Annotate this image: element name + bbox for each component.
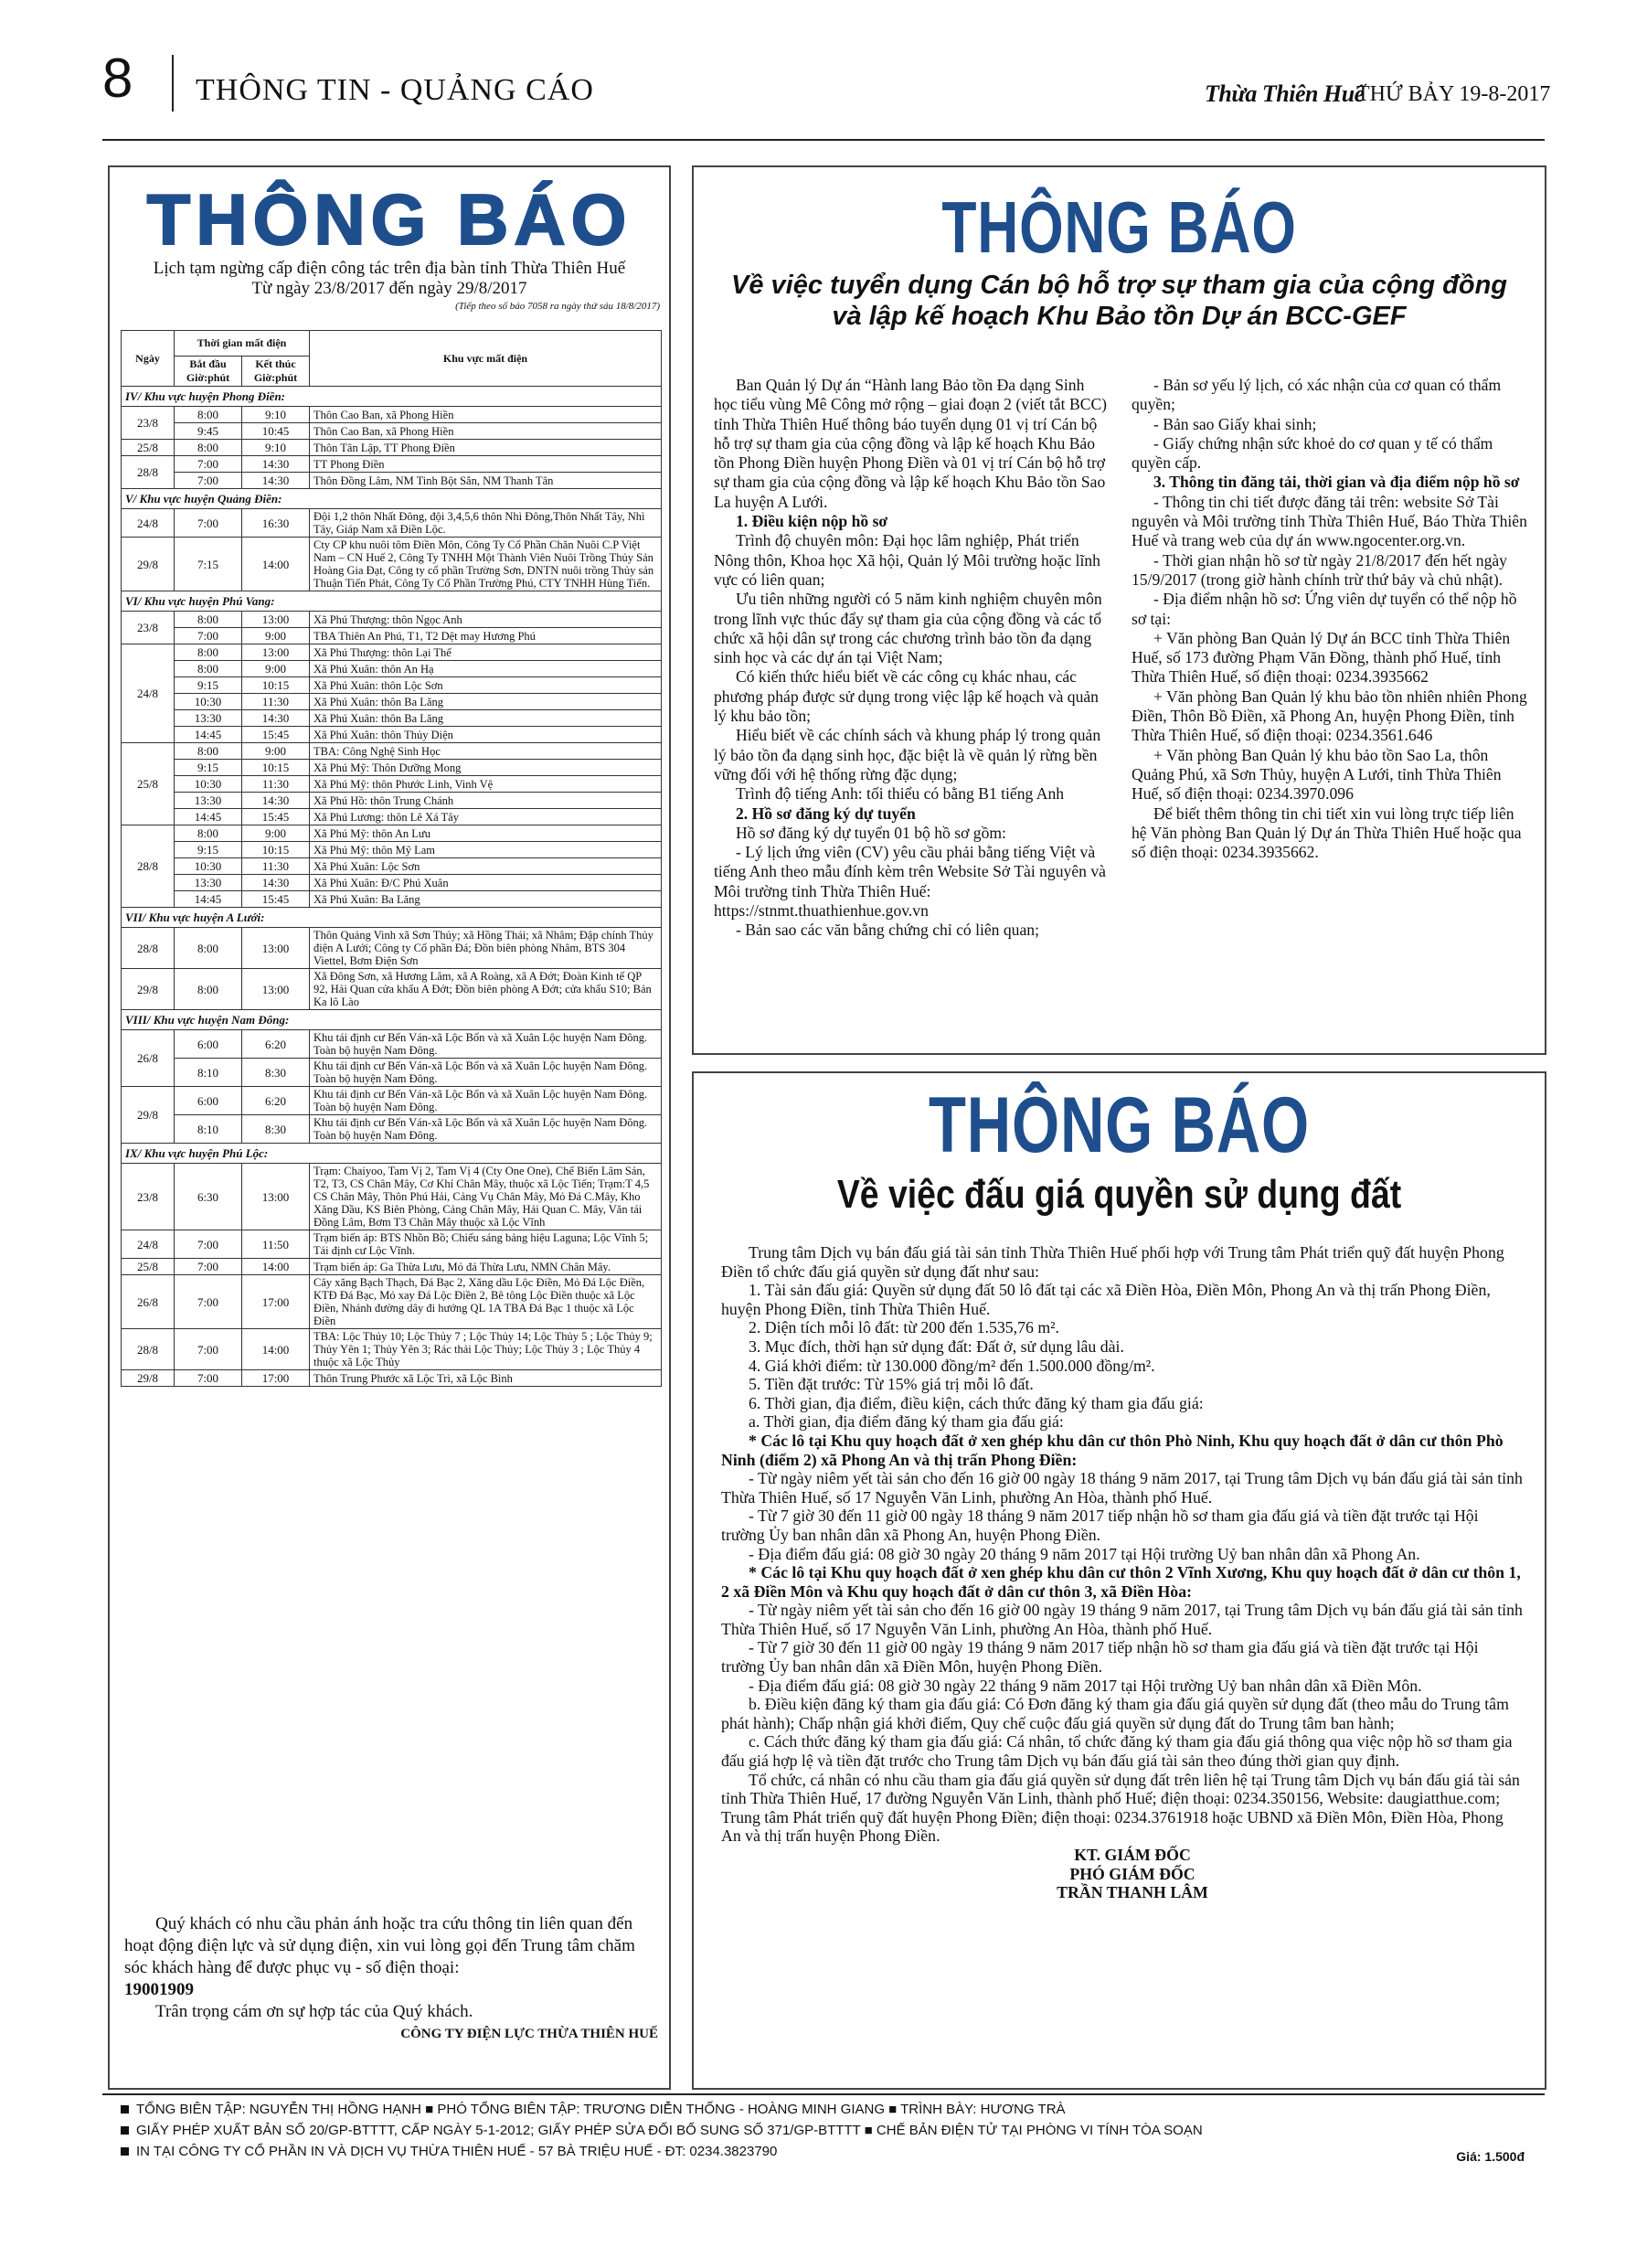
table-row xyxy=(122,891,662,908)
paragraph: Hiểu biết về các chính sách và khung pháp lý trong quản lý bảo tồn đa dạng sinh học, đặc biệt là về quản lý rừng bền vững đối với hệ thống rừng đặc dụng; xyxy=(714,726,1101,783)
newspaper-name: Thừa Thiên Huế xyxy=(1205,80,1365,107)
area-cell: Thôn Tân Lập, TT Phong Điền xyxy=(310,440,662,456)
paragraph: Ưu tiên những người có 5 năm kinh nghiệm chuyên môn trong lĩnh vực thúc đẩy sự tham gia của cộng đồng và các tổ chức xã hội dân sự trong các chương trình bảo tồn đa dạng sinh học và các dự án tại Việt Nam; xyxy=(714,590,1102,667)
table-row xyxy=(122,743,662,760)
hotline: 19001909 xyxy=(124,1980,194,1999)
paragraph: 4. Giá khởi điểm: từ 130.000 đồng/m² đến 1.500.000 đồng/m². xyxy=(749,1356,1155,1375)
notice-heading: Về việc đấu giá quyền sử dụng đất xyxy=(836,1172,1402,1217)
area-cell: Xã Phú Thượng: thôn Ngọc Anh xyxy=(310,612,662,628)
right-column xyxy=(1132,376,1527,941)
table-row xyxy=(122,612,662,628)
end-time-cell: 15:45 xyxy=(242,727,310,743)
start-time-cell: 8:00 xyxy=(175,661,242,677)
day-cell: 28/8 xyxy=(122,928,175,969)
end-time-cell: 9:00 xyxy=(242,628,310,644)
day-cell: 29/8 xyxy=(122,1370,175,1387)
area-cell: TBA: Công Nghệ Sinh Học xyxy=(310,743,662,760)
start-time-cell: 10:30 xyxy=(175,776,242,793)
start-time-cell: 8:00 xyxy=(175,825,242,842)
table-row xyxy=(122,858,662,875)
table-row xyxy=(122,1259,662,1275)
signature-sign2: PHÓ GIÁM ĐỐC xyxy=(1069,1864,1195,1883)
start-time-cell: 6:30 xyxy=(175,1164,242,1230)
paragraph: Trung tâm Dịch vụ bán đấu giá tài sản tỉnh Thừa Thiên Huế phối hợp với Trung tâm Phát triển quỹ đất huyện Phong Điền tổ chức đấu giá quyền sử dụng đất như sau: xyxy=(721,1243,1504,1281)
paragraph: - Địa điểm nhận hồ sơ: Ứng viên dự tuyển có thể nộp hồ sơ tại: xyxy=(1132,590,1517,628)
table-row xyxy=(122,842,662,858)
start-time-cell: 14:45 xyxy=(175,809,242,825)
issue-date: THỨ BẢY 19-8-2017 xyxy=(1356,82,1551,106)
signature-sign3: TRẦN THANH LÂM xyxy=(1057,1883,1208,1902)
table-row xyxy=(122,694,662,710)
area-cell: Xã Phú Lương: thôn Lê Xá Tây xyxy=(310,809,662,825)
notice-date-range: Từ ngày 23/8/2017 đến ngày 29/8/2017 xyxy=(251,279,527,298)
section-heading: 3. Thông tin đăng tải, thời gian và địa điểm nộp hồ sơ xyxy=(1153,473,1520,492)
end-time-cell: 10:15 xyxy=(242,760,310,776)
footer-line-1: TỔNG BIÊN TẬP: NGUYỄN THỊ HỒNG HẠNH ■ PHÓ TỔNG BIÊN TẬP: TRƯƠNG DIỄN THỐNG - HOÀNG MINH GIANG ■ TRÌNH BÀY: HƯƠNG TRÀ xyxy=(102,2099,1545,2120)
area-cell: Xã Phú Xuân: thôn An Hạ xyxy=(310,661,662,677)
end-time-cell: 11:30 xyxy=(242,694,310,710)
area-cell: Xã Phú Xuân: thôn Ba Lăng xyxy=(310,694,662,710)
end-time-cell: 10:45 xyxy=(242,423,310,440)
paragraph: Để biết thêm thông tin chi tiết xin vui lòng trực tiếp liên hệ Văn phòng Ban Quản lý Dự án Thừa Thiên Huế hoặc qua số điện thoại: 0234.3935662. xyxy=(1132,804,1522,862)
start-time-cell: 8:00 xyxy=(175,644,242,661)
table-row xyxy=(122,1030,662,1059)
start-time-cell: 13:30 xyxy=(175,875,242,891)
region-header: IX/ Khu vực huyện Phú Lộc: xyxy=(122,1144,662,1164)
area-cell: Xã Phú Xuân: thôn Ba Lăng xyxy=(310,710,662,727)
area-cell: Khu tái định cư Bến Ván-xã Lộc Bổn và xã Xuân Lộc huyện Nam Đông. Toàn bộ huyện Nam Đông. xyxy=(310,1030,662,1059)
paragraph: + Văn phòng Ban Quản lý khu bảo tồn Sao La, thôn Quảng Phú, xã Sơn Thủy, huyện A Lưới, tỉnh Thừa Thiên Huế, số điện thoại: 0234.3970.096 xyxy=(1132,745,1502,804)
start-time-cell: 8:00 xyxy=(175,743,242,760)
area-cell: TT Phong Điền xyxy=(310,456,662,473)
area-cell: Trạm: Chaiyoo, Tam Vị 2, Tam Vị 4 (Cty One One), Chế Biến Lâm Sản, T2, T3, CS Chân Mây, Cơ Khí Chân Mây, thuộc xã Lộc Tiến; Trạm:T 4,5 CS Chân Mây, Thôn Phú Hải, Cảng Vụ Chân Mây, Mỏ Đá C.Mây, Kho Xăng Dầu, KS Biên Phòng, Cảng Chân Mây, Hải Quan C. Mây, Văn tái Đồng Lâm, Bơm T3 Chân Mây thuộc xã Lộc Vĩnh xyxy=(310,1164,662,1230)
day-cell: 28/8 xyxy=(122,825,175,908)
start-time-cell: 7:15 xyxy=(175,538,242,591)
area-cell: Xã Phú Mỹ: thôn Phước Linh, Vinh Vệ xyxy=(310,776,662,793)
table-row xyxy=(122,661,662,677)
end-time-cell: 17:00 xyxy=(242,1370,310,1387)
area-cell: Khu tái định cư Bến Ván-xã Lộc Bổn và xã Xuân Lộc huyện Nam Đông. Toàn bộ huyện Nam Đông. xyxy=(310,1115,662,1144)
end-time-cell: 9:00 xyxy=(242,743,310,760)
end-time-cell: 14:30 xyxy=(242,875,310,891)
section-heading: 1. Điều kiện nộp hồ sơ xyxy=(736,512,888,531)
footer-line-2: GIẤY PHÉP XUẤT BẢN SỐ 20/GP-BTTTT, CẤP NGÀY 5-1-2012; GIẤY PHÉP SỬA ĐỔI BỔ SUNG SỐ 371/GP-BTTTT ■ CHẾ BẢN ĐIỆN TỬ TẠI PHÒNG VI TÍNH TÒA SOẠN xyxy=(102,2120,1545,2141)
table-row xyxy=(122,440,662,456)
start-time-cell: 9:15 xyxy=(175,760,242,776)
start-time-cell: 9:15 xyxy=(175,842,242,858)
start-time-cell: 7:00 xyxy=(175,1275,242,1329)
section-heading: * Các lô tại Khu quy hoạch đất ở xen ghép khu dân cư thôn Phò Ninh, Khu quy hoạch đất ở dân cư thôn Phò Ninh (điểm 2) xã Phong An và thị trấn Phong Điền: xyxy=(721,1431,1504,1469)
end-time-cell: 9:00 xyxy=(242,661,310,677)
area-cell: Trạm biến áp: Ga Thừa Lưu, Mỏ đá Thừa Lưu, NMN Chân Mây. xyxy=(310,1259,662,1275)
footer-rule xyxy=(102,2093,1545,2095)
start-time-cell: 7:00 xyxy=(175,473,242,489)
land-auction-notice xyxy=(692,1071,1546,2090)
outage-table xyxy=(121,330,662,1387)
start-time-cell: 8:00 xyxy=(175,969,242,1010)
area-cell: Thôn Cao Ban, xã Phong Hiền xyxy=(310,407,662,423)
closing-text xyxy=(124,1913,658,2045)
day-cell: 25/8 xyxy=(122,1259,175,1275)
header-separator xyxy=(172,55,174,112)
end-time-cell: 9:10 xyxy=(242,407,310,423)
table-row xyxy=(122,677,662,694)
area-cell: TBA Thiên An Phú, T1, T2 Dệt may Hương Phú xyxy=(310,628,662,644)
area-cell: Xã Phú Mỹ: Thôn Dưỡng Mong xyxy=(310,760,662,776)
start-time-cell: 14:45 xyxy=(175,727,242,743)
area-cell: Khu tái định cư Bến Ván-xã Lộc Bổn và xã Xuân Lộc huyện Nam Đông. Toàn bộ huyện Nam Đông. xyxy=(310,1087,662,1115)
footer-line-3: IN TẠI CÔNG TY CỔ PHẦN IN VÀ DỊCH VỤ THỪA THIÊN HUẾ - 57 BÀ TRIỆU HUẾ - ĐT: 0234.3823790 xyxy=(102,2141,1545,2162)
area-cell: Cty CP khu nuôi tôm Điền Môn, Công Ty Cổ Phần Chăn Nuôi C.P Việt Nam – CN Huế 2, Công Ty TNHH Một Thành Viên Nuôi Trồng Thủy Sản Hoàng Gia Đạt, Công ty cổ phần Trường Sơn, DNTN nuôi trồng Thủy sản Thuận Tiến Phát, Công Ty Cổ Phần Trường Phú, CTY TNHH Hùng Tiến. xyxy=(310,538,662,591)
section-heading: * Các lô tại Khu quy hoạch đất ở xen ghép khu dân cư thôn 2 Vĩnh Xương, Khu quy hoạch đất ở dân cư thôn 1, 2 xã Điền Môn và Khu quy hoạch đất ở dân cư thôn 3, xã Điền Hòa: xyxy=(721,1563,1521,1601)
table-row xyxy=(122,760,662,776)
end-time-cell: 9:00 xyxy=(242,825,310,842)
end-time-cell: 11:30 xyxy=(242,776,310,793)
col-time: Thời gian mất điện xyxy=(175,331,310,357)
area-cell: Thôn Đồng Lâm, NM Tinh Bột Sắn, NM Thanh Tân xyxy=(310,473,662,489)
paragraph: 1. Tài sản đấu giá: Quyền sử dụng đất 50 lô đất tại các xã Điền Hòa, Điền Môn, Phong An và thị trấn Phong Điền, huyện Phong Điền, tỉnh Thừa Thiên Huế. xyxy=(721,1281,1491,1318)
day-cell: 25/8 xyxy=(122,440,175,456)
notice-heading: Về việc tuyển dụng Cán bộ hỗ trợ sự tham gia của cộng đồng và lập kế hoạch Khu Bảo tồn Dự án BCC-GEF xyxy=(730,271,1508,331)
table-row xyxy=(122,1164,662,1230)
day-cell: 23/8 xyxy=(122,407,175,440)
start-time-cell: 8:00 xyxy=(175,612,242,628)
notice-title: THÔNG BÁO xyxy=(146,179,632,260)
end-time-cell: 11:50 xyxy=(242,1230,310,1259)
end-time-cell: 17:00 xyxy=(242,1275,310,1329)
start-time-cell: 7:00 xyxy=(175,1329,242,1370)
paragraph: - Địa điểm đấu giá: 08 giờ 30 ngày 22 tháng 9 năm 2017 tại Hội trường Uỷ ban nhân dân xã Điền Môn. xyxy=(749,1676,1422,1695)
notice-title: THÔNG BÁO xyxy=(941,186,1297,268)
end-time-cell: 14:00 xyxy=(242,1329,310,1370)
closing-paragraph: Quý khách có nhu cầu phản ánh hoặc tra cứu thông tin liên quan đến hoạt động điện lực và sử dụng điện, xin vui lòng gọi đến Trung tâm chăm sóc khách hàng để được phục vụ - số điện thoại: xyxy=(124,1914,635,1977)
end-time-cell: 9:10 xyxy=(242,440,310,456)
col-area: Khu vực mất điện xyxy=(310,331,662,387)
recruitment-notice xyxy=(692,165,1546,1055)
start-time-cell: 7:00 xyxy=(175,1259,242,1275)
paragraph: c. Cách thức đăng ký tham gia đấu giá: Cá nhân, tổ chức đăng ký tham gia đấu giá thông qua việc nộp hồ sơ tham gia đấu giá hợp lệ và tiền đặt trước cho Trung tâm Dịch vụ bán đấu giá tài sản theo đúng thời gian quy định. xyxy=(721,1732,1513,1771)
paragraph: + Văn phòng Ban Quản lý khu bảo tồn nhiên nhiên Phong Điền, Thôn Bồ Điền, xã Phong An, huyện Phong Điền, tỉnh Thừa Thiên Huế, số điện thoại: 0234.3561.646 xyxy=(1132,687,1527,745)
notice-body xyxy=(714,376,1527,941)
paragraph: Hồ sơ đăng ký dự tuyển 01 bộ hồ sơ gồm: xyxy=(736,823,1006,842)
paragraph: 3. Mục đích, thời hạn sử dụng đất: Đất ở, sử dụng lâu dài. xyxy=(749,1336,1124,1356)
left-column xyxy=(714,376,1110,941)
area-cell: Thôn Trung Phước xã Lộc Trì, xã Lộc Bình xyxy=(310,1370,662,1387)
start-time-cell: 9:15 xyxy=(175,677,242,694)
area-cell: Xã Phú Hồ: thôn Trung Chánh xyxy=(310,793,662,809)
notice-subtitle: Lịch tạm ngừng cấp điện công tác trên địa bàn tỉnh Thừa Thiên Huế xyxy=(153,259,626,278)
end-time-cell: 13:00 xyxy=(242,1164,310,1230)
end-time-cell: 10:15 xyxy=(242,842,310,858)
area-cell: Xã Phú Thượng: thôn Lại Thế xyxy=(310,644,662,661)
end-time-cell: 14:30 xyxy=(242,473,310,489)
day-cell: 24/8 xyxy=(122,644,175,743)
start-time-cell: 8:00 xyxy=(175,440,242,456)
end-time-cell: 14:00 xyxy=(242,538,310,591)
end-time-cell: 16:30 xyxy=(242,509,310,538)
continuation-note: (Tiếp theo số báo 7058 ra ngày thứ sáu 18/8/2017) xyxy=(455,301,660,312)
table-row xyxy=(122,1087,662,1115)
table-row xyxy=(122,928,662,969)
thanks-paragraph: Trân trọng cám ơn sự hợp tác của Quý khách. xyxy=(155,2002,473,2021)
table-row xyxy=(122,538,662,591)
area-cell: Xã Phú Xuân: Đ/C Phú Xuân xyxy=(310,875,662,891)
paragraph: - Bản sao các văn bằng chứng chỉ có liên quan; xyxy=(736,921,1039,940)
paragraph: Trình độ tiếng Anh: tối thiểu có bằng B1 tiếng Anh xyxy=(736,784,1065,804)
table-row xyxy=(122,644,662,661)
start-time-cell: 13:30 xyxy=(175,793,242,809)
paragraph: - Từ ngày niêm yết tài sản cho đến 16 giờ 00 ngày 18 tháng 9 năm 2017, tại Trung tâm Dịch vụ bán đấu giá tài sản tỉnh Thừa Thiên Huế, số 17 Nguyễn Văn Linh, phường An Hòa, thành phố Huế. xyxy=(721,1469,1523,1507)
start-time-cell: 8:00 xyxy=(175,407,242,423)
paragraph: - Từ ngày niêm yết tài sản cho đến 16 giờ 00 ngày 19 tháng 9 năm 2017, tại Trung tâm Dịch vụ bán đấu giá tài sản tỉnh Thừa Thiên Huế, số 17 Nguyễn Văn Linh, phường An Hòa, thành phố Huế. xyxy=(721,1601,1523,1638)
table-row xyxy=(122,825,662,842)
section-title: THÔNG TIN - QUẢNG CÁO xyxy=(196,73,594,107)
end-time-cell: 8:30 xyxy=(242,1115,310,1144)
start-time-cell: 7:00 xyxy=(175,1230,242,1259)
end-time-cell: 14:30 xyxy=(242,710,310,727)
start-time-cell: 6:00 xyxy=(175,1030,242,1059)
paragraph: - Giấy chứng nhận sức khoẻ do cơ quan y tế có thẩm quyền cấp. xyxy=(1132,433,1493,473)
region-header: VII/ Khu vực huyện A Lưới: xyxy=(122,908,662,928)
paragraph: Trình độ chuyên môn: Đại học lâm nghiệp, Phát triển Nông thôn, Khoa học Xã hội, Quản lý Môi trường hoặc lĩnh vực có liên quan; xyxy=(714,531,1100,589)
region-header: VIII/ Khu vực huyện Nam Đông: xyxy=(122,1010,662,1030)
notice-title: THÔNG BÁO xyxy=(929,1081,1310,1169)
day-cell: 29/8 xyxy=(122,969,175,1010)
table-row xyxy=(122,727,662,743)
area-cell: Thôn Cao Ban, xã Phong Hiền xyxy=(310,423,662,440)
region-header: IV/ Khu vực huyện Phong Điền: xyxy=(122,387,662,407)
start-time-cell: 8:10 xyxy=(175,1059,242,1087)
day-cell: 26/8 xyxy=(122,1030,175,1087)
paragraph: 5. Tiền đặt trước: Từ 15% giá trị mỗi lô đất. xyxy=(749,1375,1034,1394)
day-cell: 29/8 xyxy=(122,538,175,591)
table-row xyxy=(122,628,662,644)
table-row xyxy=(122,509,662,538)
end-time-cell: 14:30 xyxy=(242,793,310,809)
start-time-cell: 7:00 xyxy=(175,628,242,644)
area-cell: Xã Phú Mỹ: thôn An Lưu xyxy=(310,825,662,842)
area-cell: Xã Phú Xuân: Lộc Sơn xyxy=(310,858,662,875)
table-row xyxy=(122,1115,662,1144)
area-cell: TBA: Lộc Thủy 10; Lộc Thủy 7 ; Lộc Thủy 14; Lộc Thủy 5 ; Lộc Thủy 9; Thủy Yên 1; Thủy Yên 3; Rác thải Lộc Thủy; Lộc Thủy 3 ; Lộc Thủy 4 thuộc xã Lộc Thủy xyxy=(310,1329,662,1370)
table-row xyxy=(122,776,662,793)
day-cell: 28/8 xyxy=(122,456,175,489)
end-time-cell: 13:00 xyxy=(242,644,310,661)
day-cell: 25/8 xyxy=(122,743,175,825)
start-time-cell: 6:00 xyxy=(175,1087,242,1115)
area-cell: Khu tái định cư Bến Ván-xã Lộc Bổn và xã Xuân Lộc huyện Nam Đông. Toàn bộ huyện Nam Đông. xyxy=(310,1059,662,1087)
signature: CÔNG TY ĐIỆN LỰC THỪA THIÊN HUẾ xyxy=(400,2027,658,2041)
table-row xyxy=(122,1370,662,1387)
end-time-cell: 15:45 xyxy=(242,809,310,825)
table-row xyxy=(122,473,662,489)
table-row xyxy=(122,1059,662,1087)
table-row xyxy=(122,1275,662,1329)
table-row xyxy=(122,710,662,727)
page-number: 8 xyxy=(102,48,133,109)
end-time-cell: 15:45 xyxy=(242,891,310,908)
start-time-cell: 7:00 xyxy=(175,1370,242,1387)
paragraph: - Bản sao Giấy khai sinh; xyxy=(1153,414,1317,433)
area-cell: Xã Phú Xuân: thôn Thủy Diện xyxy=(310,727,662,743)
table-row xyxy=(122,1329,662,1370)
end-time-cell: 11:30 xyxy=(242,858,310,875)
masthead-footer xyxy=(102,2099,1545,2162)
paragraph: - Địa điểm đấu giá: 08 giờ 30 ngày 20 tháng 9 năm 2017 tại Hội trường Uỷ ban nhân dân xã Phong An. xyxy=(749,1544,1420,1563)
paragraph: - Lý lịch ứng viên (CV) yêu cầu phải bằng tiếng Việt và tiếng Anh theo mẫu đính kèm trên Website Sở Tài nguyên và Môi trường tỉnh Thừa Thiên Huế: https://stnmt.thuathienhue.gov.vn xyxy=(714,843,1106,921)
end-time-cell: 6:20 xyxy=(242,1030,310,1059)
area-cell: Đội 1,2 thôn Nhất Đông, đội 3,4,5,6 thôn Nhì Đông,Thôn Nhất Tây, Nhì Tây, Giáp Nam xã Điền Lộc. xyxy=(310,509,662,538)
start-time-cell: 8:10 xyxy=(175,1115,242,1144)
power-outage-notice xyxy=(108,165,671,2090)
paragraph: b. Điều kiện đăng ký tham gia đấu giá: Có Đơn đăng ký tham gia đấu giá quyền sử dụng đất (theo mẫu do Trung tâm phát hành); Chấp nhận giá khởi điểm, Quy chế cuộc đấu giá quyền sử dụng đất do Trung tâm ban hành; xyxy=(721,1695,1509,1732)
table-row xyxy=(122,423,662,440)
start-time-cell: 8:00 xyxy=(175,928,242,969)
area-cell: Cây xăng Bạch Thạch, Đá Bạc 2, Xăng dầu Lộc Điền, Mỏ Đá Lộc Điền, KTĐ Đá Bạc, Mỏ xay Đá Lộc Điền 2, Bê tông Lộc Điền thuộc xã Lộc Điền, Nhánh đường dây đi hướng QL 1A TBA Đá Bạc 1 thuộc xã Lộc Điền xyxy=(310,1275,662,1329)
area-cell: Xã Phú Mỹ: thôn Mỹ Lam xyxy=(310,842,662,858)
end-time-cell: 13:00 xyxy=(242,928,310,969)
start-time-cell: 9:45 xyxy=(175,423,242,440)
start-time-cell: 13:30 xyxy=(175,710,242,727)
day-cell: 23/8 xyxy=(122,1164,175,1230)
col-end: Kết thúc Giờ:phút xyxy=(242,357,310,387)
notice-body xyxy=(721,1243,1524,1902)
table-row xyxy=(122,809,662,825)
section-heading: 2. Hồ sơ đăng ký dự tuyển xyxy=(736,804,916,823)
paragraph: - Từ 7 giờ 30 đến 11 giờ 00 ngày 18 tháng 9 năm 2017 tiếp nhận hồ sơ tham gia đấu giá và tiền đặt trước tại Hội trường Ủy ban nhân dân xã Phong An, huyện Phong Điền. xyxy=(721,1507,1479,1544)
day-cell: 29/8 xyxy=(122,1087,175,1144)
region-header: V/ Khu vực huyện Quảng Điền: xyxy=(122,489,662,509)
signature-sign1: KT. GIÁM ĐỐC xyxy=(1074,1846,1191,1864)
end-time-cell: 8:30 xyxy=(242,1059,310,1087)
table-row xyxy=(122,969,662,1010)
paragraph: Ban Quản lý Dự án “Hành lang Bảo tồn Đa dạng Sinh học tiểu vùng Mê Công mở rộng – giai đoạn 2 (viết tắt BCC) tỉnh Thừa Thiên Huế thông báo tuyển dụng 01 vị trí Cán bộ hỗ trợ sự tham gia của cộng đồng và lập kế hoạch Khu Bảo tồn Phong Điền huyện Phong Điền và 01 vị trí Cán bộ hỗ trợ sự tham gia của cộng đồng và lập kế hoạch Khu Bảo tồn Sao La huyện A Lưới. xyxy=(714,376,1108,511)
table-row xyxy=(122,875,662,891)
end-time-cell: 10:15 xyxy=(242,677,310,694)
table-row xyxy=(122,456,662,473)
day-cell: 24/8 xyxy=(122,1230,175,1259)
table-row xyxy=(122,1230,662,1259)
start-time-cell: 14:45 xyxy=(175,891,242,908)
area-cell: Xã Phú Xuân: Ba Lăng xyxy=(310,891,662,908)
day-cell: 24/8 xyxy=(122,509,175,538)
paragraph: - Thông tin chi tiết được đăng tải trên: website Sở Tài nguyên và Môi trường tỉnh Thừa Thiên Huế, Báo Thừa Thiên Huế và trang web của dự án www.ngocenter.org.vn. xyxy=(1132,492,1527,550)
paragraph: 6. Thời gian, địa điểm, điều kiện, cách thức đăng ký tham gia đấu giá: xyxy=(749,1393,1204,1412)
end-time-cell: 13:00 xyxy=(242,969,310,1010)
end-time-cell: 13:00 xyxy=(242,612,310,628)
day-cell: 23/8 xyxy=(122,612,175,644)
start-time-cell: 7:00 xyxy=(175,509,242,538)
start-time-cell: 10:30 xyxy=(175,858,242,875)
area-cell: Thôn Quảng Vinh xã Sơn Thủy; xã Hồng Thái; xã Nhâm; Đập chính Thủy điện A Lưới; Công ty Cổ phần Đá; Đồn biên phòng Nhâm, BTS 304 Viettel, Bơm Điện Sơn xyxy=(310,928,662,969)
paragraph: Có kiến thức hiểu biết về các công cụ khác nhau, các phương pháp được sử dụng trong việc lập kế hoạch và quản lý khu bảo tồn; xyxy=(714,667,1099,726)
header-rule xyxy=(102,139,1545,141)
paragraph: a. Thời gian, địa điểm đăng ký tham gia đấu giá: xyxy=(749,1412,1064,1432)
start-time-cell: 7:00 xyxy=(175,456,242,473)
day-cell: 26/8 xyxy=(122,1275,175,1329)
paragraph: Tổ chức, cá nhân có nhu cầu tham gia đấu giá quyền sử dụng đất trên liên hệ tại Trung tâm Dịch vụ bán đấu giá tài sản tỉnh Thừa Thiên Huế, 17 đường Nguyễn Văn Linh, thành phố Huế; điện thoại: 0234.350156, Website: daugiatthue.com; Trung tâm Phát triển quỹ đất huyện Phong Điền; điện thoại: 0234.3761918 hoặc UBND xã Điền Môn, Điền Hòa, Phong An và thị trấn huyện Phong Điền. xyxy=(721,1770,1520,1846)
region-header: VI/ Khu vực huyện Phú Vang: xyxy=(122,591,662,612)
price: Giá: 1.500đ xyxy=(1456,2149,1525,2164)
paragraph: - Bản sơ yếu lý lịch, có xác nhận của cơ quan có thẩm quyền; xyxy=(1132,376,1502,414)
paragraph: - Thời gian nhận hồ sơ từ ngày 21/8/2017 đến hết ngày 15/9/2017 (trong giờ hành chính trừ thứ bảy và chủ nhật). xyxy=(1132,550,1507,589)
end-time-cell: 14:30 xyxy=(242,456,310,473)
area-cell: Xã Đông Sơn, xã Hương Lâm, xã A Roàng, xã A Đớt; Đoàn Kinh tế QP 92, Hải Quan cửa khẩu A Đớt; Đồn biên phòng A Đớt; cửa khẩu S10; Bản Ka lô Lào xyxy=(310,969,662,1010)
area-cell: Xã Phú Xuân: thôn Lộc Sơn xyxy=(310,677,662,694)
table-row xyxy=(122,407,662,423)
day-cell: 28/8 xyxy=(122,1329,175,1370)
paragraph: - Từ 7 giờ 30 đến 11 giờ 00 ngày 19 tháng 9 năm 2017 tiếp nhận hồ sơ tham gia đấu giá và tiền đặt trước tại Hội trường Ủy ban nhân dân xã Điền Môn, huyện Phong Điền. xyxy=(721,1638,1479,1677)
paragraph: 2. Diện tích mỗi lô đất: từ 200 đến 1.535,76 m². xyxy=(749,1318,1059,1337)
table-row xyxy=(122,793,662,809)
col-start: Bắt đầu Giờ:phút xyxy=(175,357,242,387)
end-time-cell: 6:20 xyxy=(242,1087,310,1115)
end-time-cell: 14:00 xyxy=(242,1259,310,1275)
col-day: Ngày xyxy=(122,331,175,387)
paragraph: + Văn phòng Ban Quản lý Dự án BCC tỉnh Thừa Thiên Huế, số 173 đường Phạm Văn Đồng, thành phố Huế, tỉnh Thừa Thiên Huế, số điện thoại: 0234.3935662 xyxy=(1132,628,1511,687)
area-cell: Trạm biến áp: BTS Nhồn Bồ; Chiếu sáng bảng hiệu Laguna; Lộc Vĩnh 5; Tái định cư Lộc Vĩnh. xyxy=(310,1230,662,1259)
start-time-cell: 10:30 xyxy=(175,694,242,710)
